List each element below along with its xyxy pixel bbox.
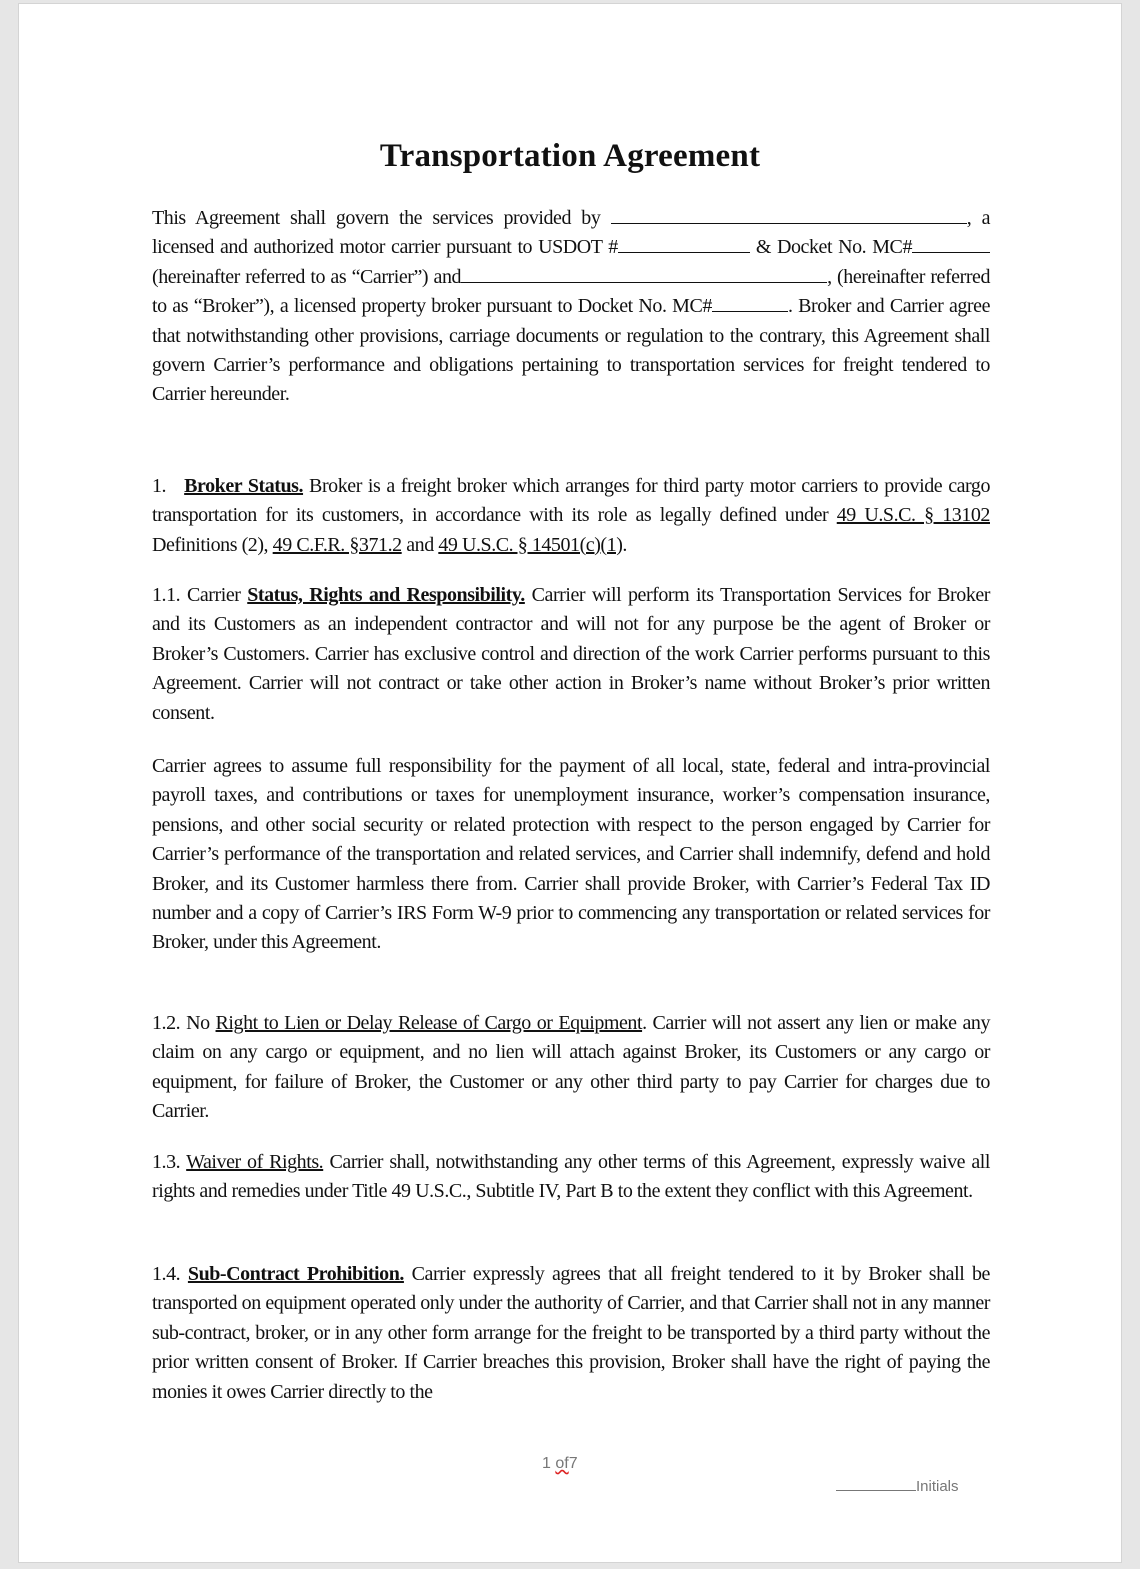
broker-mc-blank[interactable]	[712, 293, 788, 312]
intro-text: , (hereinafter referred to as “Broker”), a licensed property broker pursuant to Docket No. MC#	[152, 265, 991, 318]
section-1-1-taxes-paragraph	[152, 752, 990, 958]
intro-text: (hereinafter referred to as “Carrier”) and	[152, 265, 462, 288]
intro-text: . Broker and Carrier agree that notwithstanding other provisions, carriage documents or regulation to the contrary, this Agreement shall govern Carrier’s performance and obligations pertaining to transportation services for freight tendered to Carrier hereunder.	[152, 295, 990, 406]
section-text: Carrier shall, notwithstanding any other terms of this Agreement, expressly waive all rights and remedies under Title 49 U.S.C., Subtitle IV, Part B to the extent they conflict with this Agreement.	[152, 1151, 991, 1203]
document-title: Transportation Agreement	[379, 138, 761, 174]
initials-blank[interactable]	[836, 1490, 916, 1491]
section-heading: Waiver of Rights.	[186, 1151, 324, 1173]
section-heading: Broker Status.	[184, 475, 304, 497]
page-total: 7	[568, 1455, 578, 1472]
spellcheck-word: of	[555, 1455, 569, 1472]
section-1-2-no-lien	[152, 1009, 990, 1127]
section-number: 1.2. No	[152, 1012, 216, 1034]
section-1-broker-status	[152, 472, 990, 560]
broker-name-blank[interactable]	[461, 264, 827, 283]
intro-paragraph	[152, 204, 990, 410]
section-text: . Carrier will not assert any lien or make any claim on any cargo or equipment, and no lien will attach against Broker, its Customers or any cargo or equipment, for failure of Broker, the Customer or any other third party to pay Carrier for charges due to Carrier.	[152, 1012, 991, 1123]
section-number: 1.4.	[152, 1263, 188, 1285]
section-1-3-waiver	[152, 1148, 990, 1207]
carrier-mc-blank[interactable]	[912, 234, 990, 253]
intro-text: , a licensed and authorized motor carrier pursuant to USDOT #	[152, 207, 990, 259]
section-text: and	[401, 533, 439, 556]
initials-label: Initials	[916, 1478, 959, 1495]
section-text: Carrier expressly agrees that all freight tendered to it by Broker shall be transported on equipment operated only under the authority of Carrier, and that Carrier shall not in any manner sub-contract, broker, or in any other form arrange for the freight to be transported by a third party without the prior written consent of Broker. If Carrier breaches this provision, Broker shall have the right of paying the monies it owes Carrier directly to the	[152, 1263, 990, 1403]
initials-field	[836, 1478, 959, 1495]
section-heading: Right to Lien or Delay Release of Cargo or Equipment	[215, 1012, 643, 1034]
section-heading: Status, Rights and Responsibility.	[247, 584, 525, 606]
section-heading: Sub-Contract Prohibition.	[187, 1263, 404, 1285]
carrier-name-blank[interactable]	[611, 205, 967, 224]
section-number: 1.	[152, 475, 185, 497]
statute-reference: 49 C.F.R. §371.2	[272, 533, 402, 556]
section-text: Broker is a freight broker which arranges for third party motor carriers to provide cargo transportation for its customers, in accordance with its role as legally defined under	[152, 475, 990, 527]
section-1-1-carrier-status	[152, 581, 990, 728]
section-text: Carrier agrees to assume full responsibility for the payment of all local, state, federal and intra-provincial payroll taxes, and contributions or taxes for unemployment insurance, worker’s compensation insurance, pensions, and other social security or related protection with respect to the person engaged by Carrier for Carrier’s performance of the transportation and related services, and Carrier shall indemnify, defend and hold Broker, and its Customer harmless there from. Carrier shall provide Broker, with Carrier’s Federal Tax ID number and a copy of Carrier’s IRS Form W-9 prior to commencing any transportation or related services for Broker, under this Agreement.	[152, 755, 990, 954]
statute-reference: 49 U.S.C. § 13102	[836, 504, 990, 527]
intro-text: & Docket No. MC#	[749, 236, 912, 259]
section-text: .	[622, 533, 627, 556]
section-number: 1.1. Carrier	[152, 584, 248, 606]
page-current: 1	[542, 1455, 551, 1472]
usdot-blank[interactable]	[618, 234, 750, 253]
section-text: Carrier will perform its Transportation Services for Broker and its Customers as an independent contractor and will not for any purpose be the agent of Broker or Broker’s Customers. Carrier has exclusive control and direction of the work Carrier performs pursuant to this Agreement. Carrier will not contract or take other action in Broker’s name without Broker’s prior written consent.	[152, 584, 991, 724]
section-text: Definitions (2),	[152, 533, 273, 556]
section-number: 1.3.	[152, 1151, 187, 1173]
page-number	[542, 1455, 578, 1473]
statute-reference: 49 U.S.C. § 14501(c)(1)	[438, 533, 623, 556]
section-1-4-subcontract	[152, 1260, 990, 1407]
intro-text: This Agreement shall govern the services provided by	[152, 207, 601, 229]
